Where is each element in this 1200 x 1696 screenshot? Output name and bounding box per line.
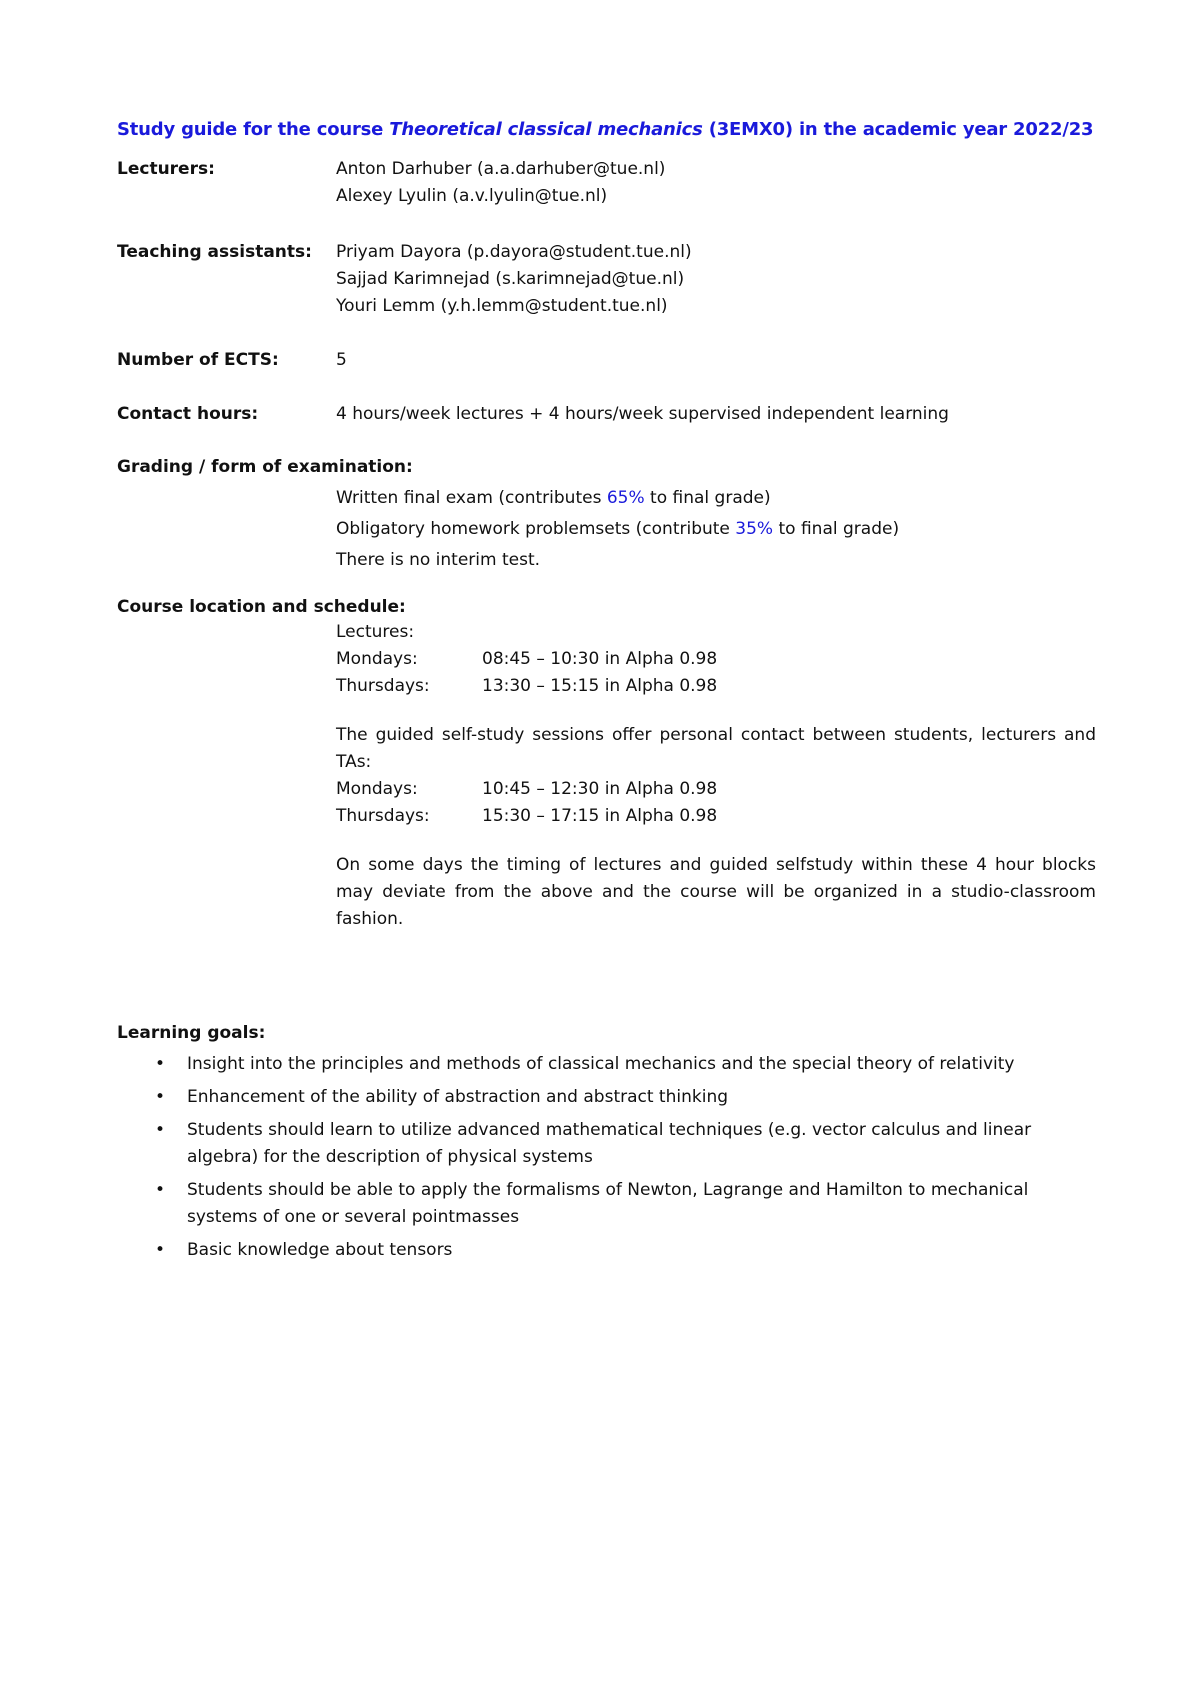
learning-goal-text: Basic knowledge about tensors — [187, 1240, 453, 1260]
schedule-note: On some days the timing of lectures and guided selfstudy within these 4 hour blocks may deviate from the above and the course will be organized in a studio-classroom fashion. — [336, 855, 1096, 929]
learning-goal-text: Students should be able to apply the formalisms of Newton, Lagrange and Hamilton to mechanical systems of one or several pointmasses — [187, 1180, 1029, 1227]
bullet-icon: • — [155, 1180, 166, 1200]
schedule-day: Thursdays: — [336, 806, 430, 826]
schedule-day: Mondays: — [336, 779, 418, 799]
schedule-row — [336, 673, 1096, 700]
tas-list — [336, 239, 1096, 320]
spacer — [336, 830, 1096, 852]
title-suffix: (3EMX0) in the academic year 2022/23 — [702, 119, 1094, 140]
lecturer-item: Alexey Lyulin (a.v.lyulin@tue.nl) — [336, 186, 608, 206]
bullet-icon: • — [155, 1054, 166, 1074]
lecturers-list — [336, 156, 1096, 210]
lecturer-item: Anton Darhuber (a.a.darhuber@tue.nl) — [336, 159, 666, 179]
lectures-heading: Lectures: — [336, 622, 415, 642]
contact-label: Contact hours: — [117, 404, 259, 424]
schedule-day: Mondays: — [336, 649, 418, 669]
schedule-body — [336, 619, 1096, 933]
homework-percentage: 35% — [735, 519, 774, 539]
learning-goal-text: Enhancement of the ability of abstraction and abstract thinking — [187, 1087, 729, 1107]
schedule-label: Course location and schedule: — [117, 597, 406, 617]
grading-exam — [336, 485, 1096, 512]
ta-item: Sajjad Karimnejad (s.karimnejad@tue.nl) — [336, 269, 685, 289]
title-prefix: Study guide for the course — [117, 119, 390, 140]
learning-goal-item — [117, 1117, 1097, 1171]
learning-goal-text: Insight into the principles and methods of classical mechanics and the special theory of relativity — [187, 1054, 1015, 1074]
bullet-icon: • — [155, 1087, 166, 1107]
learning-goals-label: Learning goals: — [117, 1023, 266, 1043]
ta-item: Youri Lemm (y.h.lemm@student.tue.nl) — [336, 296, 668, 316]
grading-exam-text-end: to final grade) — [644, 488, 771, 508]
bullet-icon: • — [155, 1120, 166, 1140]
schedule-time: 08:45 – 10:30 in Alpha 0.98 — [482, 649, 718, 669]
ects-value: 5 — [336, 350, 347, 370]
grading-homework — [336, 516, 1096, 543]
schedule-day: Thursdays: — [336, 676, 430, 696]
title-course-name: Theoretical classical mechanics — [389, 119, 703, 140]
exam-percentage: 65% — [606, 488, 645, 508]
grading-label: Grading / form of examination: — [117, 457, 413, 477]
learning-goal-text: Students should learn to utilize advanced mathematical techniques (e.g. vector calculus and linear algebra) for the description of physical systems — [187, 1120, 1032, 1167]
grading-exam-text: Written final exam (contributes — [336, 488, 607, 508]
document-title — [117, 116, 1093, 143]
schedule-row — [336, 646, 1096, 673]
schedule-row — [336, 776, 1096, 803]
schedule-time: 13:30 – 15:15 in Alpha 0.98 — [482, 676, 718, 696]
schedule-time: 15:30 – 17:15 in Alpha 0.98 — [482, 806, 718, 826]
grading-homework-text: Obligatory homework problemsets (contribute — [336, 519, 736, 539]
guided-intro: The guided self-study sessions offer personal contact between students, lecturers and TAs: — [336, 725, 1096, 772]
spacer — [336, 700, 1096, 722]
lecturers-label: Lecturers: — [117, 159, 215, 179]
tas-label: Teaching assistants: — [117, 242, 312, 262]
learning-goal-item — [117, 1237, 1097, 1264]
learning-goal-item — [117, 1177, 1097, 1231]
bullet-icon: • — [155, 1240, 166, 1260]
learning-goal-item — [117, 1051, 1097, 1078]
grading-interim: There is no interim test. — [336, 550, 541, 570]
grading-homework-text-end: to final grade) — [773, 519, 900, 539]
learning-goal-item — [117, 1084, 1097, 1111]
schedule-time: 10:45 – 12:30 in Alpha 0.98 — [482, 779, 718, 799]
schedule-row — [336, 803, 1096, 830]
contact-value: 4 hours/week lectures + 4 hours/week supervised independent learning — [336, 404, 949, 424]
learning-goals-section — [117, 1020, 1097, 1270]
grading-list — [336, 485, 1096, 574]
ects-label: Number of ECTS: — [117, 350, 279, 370]
ta-item: Priyam Dayora (p.dayora@student.tue.nl) — [336, 242, 692, 262]
